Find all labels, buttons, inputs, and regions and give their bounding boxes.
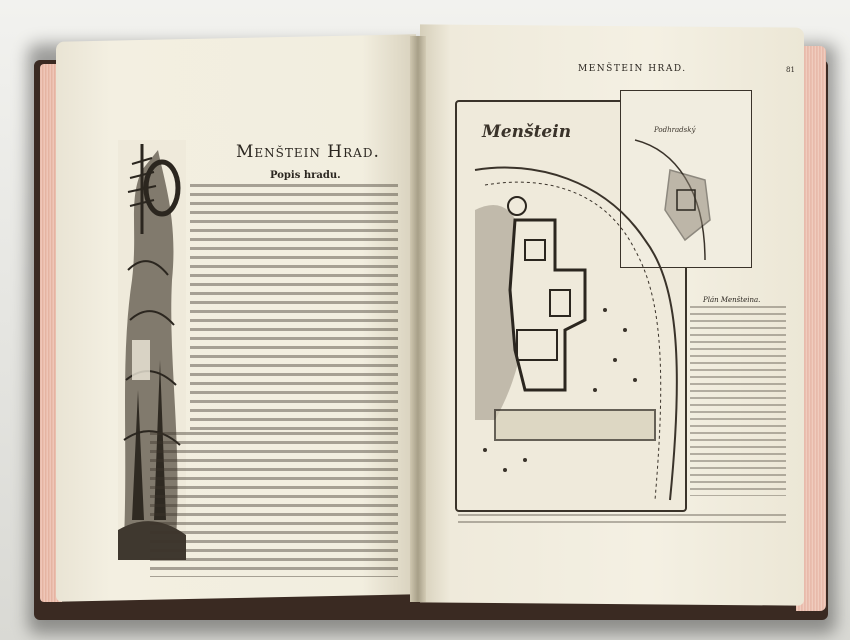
body-text-upper (190, 184, 398, 434)
book-gutter (410, 36, 426, 602)
page-number: 81 (786, 66, 795, 74)
map-caption (458, 514, 786, 528)
legend-text (690, 306, 786, 496)
section-subtitle: Popis hradu. (270, 170, 341, 181)
running-head: MENŠTEIN HRAD. (578, 64, 687, 74)
decorated-initial-o (124, 144, 186, 234)
inset-map-label: Podhradský (654, 126, 696, 134)
body-text-lower (150, 432, 398, 577)
map-title: Menštein (482, 122, 572, 142)
legend-title: Plán Menšteina. (703, 296, 761, 304)
chapter-title: Menštein Hrad. (236, 142, 380, 162)
